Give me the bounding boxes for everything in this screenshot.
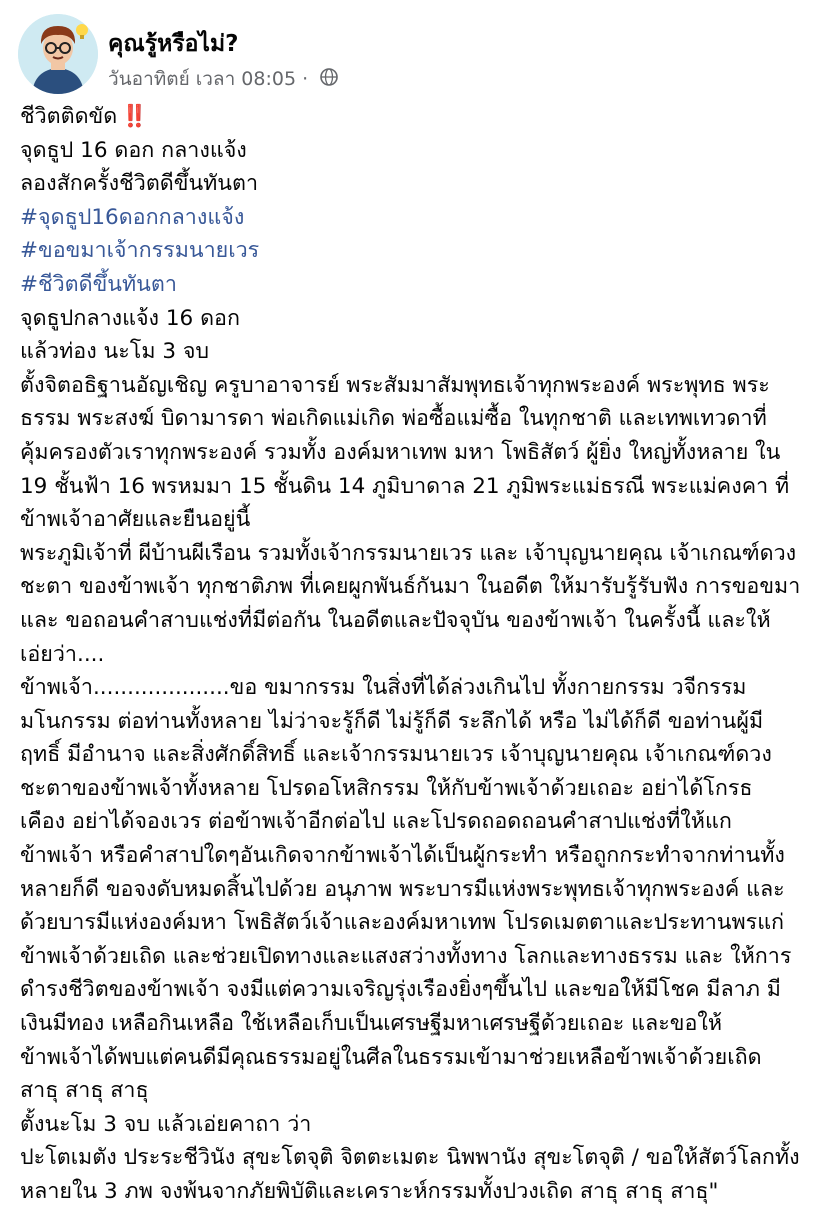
post-title: ชีวิตติดขัด (20, 104, 118, 129)
post-body-line: ข้าพเจ้า....................ขอ ขมากรรม ในสิ่งที่ได้ล่วงเกินไป ทั้งกายกรรม วจีกรรม (20, 675, 747, 701)
post-body-line: ตั้งจิตอธิฐานอัญเชิญ ครูบาอาจารย์ พระสัมมาสัมพุทธเจ้าทุกพระองค์ พระพุทธ พระ (20, 372, 770, 398)
post-header (18, 14, 818, 94)
post-body-line: และ ขอถอนคำสาบแช่งที่มีต่อกัน ในอดีตและปัจจุบัน ของข้าพเจ้า ในครั้งนี้ และให้ (20, 607, 771, 633)
post-body-line: 19 ชั้นฟ้า 16 พรหมมา 15 ชั้นดิน 14 ภูมิบาดาล 21 ภูมิพระแม่ธรณี พระแม่คงคา ที่ (20, 473, 790, 499)
post-body-line: ปะโตเมตัง ประระชีวินัง สุขะโตจุติ จิตตะเมตะ นิพพานัง สุขะโตจุติ / ขอให้สัตว์โลกทั้ง (20, 1145, 800, 1171)
post-body-line: ข้าพเจ้าได้พบแต่คนดีมีคุณธรรมอยู่ในศีลในธรรมเข้ามาช่วยเหลือข้าพเจ้าด้วยเถิด (20, 1044, 762, 1070)
post-body-line: เอ่ยว่า.... (20, 641, 105, 667)
post-body-line: แล้วท่อง นะโม 3 จบ (20, 339, 210, 365)
post-body-line: เงินมีทอง เหลือกินเหลือ ใช้เหลือเก็บเป็นเศรษฐีมหาเศรษฐีด้วยเถอะ และขอให้ (20, 1011, 723, 1037)
post-body-line: จุดธูปกลางแจ้ง 16 ดอก (20, 305, 240, 331)
hashtag-link[interactable]: #ขอขมาเจ้ากรรมนายเวร (20, 238, 260, 264)
post-body-line: ข้าพเจ้าด้วยเถิด และช่วยเปิดทางและแสงสว่างทั้งทาง โลกและทางธรรม และ ให้การ (20, 943, 792, 969)
hashtag-link[interactable]: #จุดธูป16ดอกกลางแจ้ง (20, 204, 245, 230)
post-body-line: ด้วยบารมีแห่งองค์มหา โพธิสัตว์เจ้าและองค์มหาเทพ โปรดเมตตาและประทานพรแก่ (20, 910, 785, 936)
post-meta (108, 64, 338, 94)
post-body-line: คุ้มครองตัวเราทุกพระองค์ รวมทั้ง องค์มหาเทพ มหา โพธิสัตว์ ผู้ยิ่ง ใหญ่ทั้งหลาย ใน (20, 439, 781, 465)
double-exclamation-icon: ‼️ (121, 104, 148, 129)
post-time[interactable]: วันอาทิตย์ เวลา 08:05 (108, 68, 297, 90)
post-body-line: ชะตา ของข้าพเจ้า ทุกชาติภพ ที่เคยผูกพันธ์กันมา ในอดีต ให้มารับรู้รับฟัง การขอขมา (20, 574, 801, 600)
post-body-line: ข้าพเจ้า หรือคำสาปใดๆอันเกิดจากข้าพเจ้าได้เป็นผู้กระทำ หรือถูกกระทำจากท่านทั้ง (20, 843, 785, 869)
post-body-line: สาธุ สาธุ สาธุ (20, 1078, 149, 1104)
avatar-cartoon-icon (18, 14, 98, 94)
post-body-line: หลายใน 3 ภพ จงพ้นจากภัยพิบัติและเคราะห์กรรมทั้งปวงเถิด สาธุ สาธุ สาธุ" (20, 1179, 719, 1204)
post-body-line: มโนกรรม ต่อท่านทั้งหลาย ไม่ว่าจะรู้ก็ดี ไม่รู้ก็ดี ระลึกได้ หรือ ไม่ได้ก็ดี ขอท่านผู้มี (20, 708, 764, 734)
post-title-line (20, 100, 828, 134)
post-body-line: ธรรม พระสงฆ์ บิดามารดา พ่อเกิดแม่เกิด พ่อซื้อแม่ซื้อ ในทุกชาติ และเทพเทวดาที่ (20, 406, 767, 432)
post-line: ลองสักครั้งชีวิตดีขึ้นทันตา (20, 171, 259, 197)
post-body-line: ชะตาของข้าพเจ้าทั้งหลาย โปรดอโหสิกรรม ให้กับข้าพเจ้าด้วยเถอะ อย่าได้โกรธ (20, 775, 753, 801)
hashtag-link[interactable]: #ชีวิตดีขึ้นทันตา (20, 271, 177, 297)
globe-icon[interactable] (320, 68, 338, 91)
page-avatar[interactable] (18, 14, 98, 94)
post-body-line: ฤทธิ์ มีอำนาจ และสิ่งศักดิ์สิทธิ์ และเจ้ากรรมนายเวร เจ้าบุญนายคุณ เจ้าเกณฑ์ดวง (20, 742, 772, 768)
post-body (20, 100, 828, 1209)
post-body-line: หลายก็ดี ขอจงดับหมดสิ้นไปด้วย อนุภาพ พระบารมีแห่งพระพุทธเจ้าทุกพระองค์ และ (20, 876, 785, 902)
post-body-line: ข้าพเจ้าอาศัยและยืนอยู่นี้ (20, 507, 251, 533)
post-body-line: พระภูมิเจ้าที่ ผีบ้านผีเรือน รวมทั้งเจ้ากรรมนายเวร และ เจ้าบุญนายคุณ เจ้าเกณฑ์ดวง (20, 540, 797, 566)
post-line: จุดธูป 16 ดอก กลางแจ้ง (20, 137, 247, 163)
page-name[interactable]: คุณรู้หรือไม่? (108, 31, 239, 57)
post-body-line: ตั้งนะโม 3 จบ แล้วเอ่ยคาถา ว่า (20, 1111, 312, 1137)
meta-separator: · (302, 68, 309, 90)
post-body-line: เคือง อย่าได้จองเวร ต่อข้าพเจ้าอีกต่อไป และโปรดถอดถอนคำสาปแช่งที่ให้แก (20, 809, 732, 835)
post-body-line: ดำรงชีวิตของข้าพเจ้า จงมีแต่ความเจริญรุ่งเรืองยิ่งๆขึ้นไป และขอให้มีโชค มีลาภ มี (20, 977, 781, 1003)
